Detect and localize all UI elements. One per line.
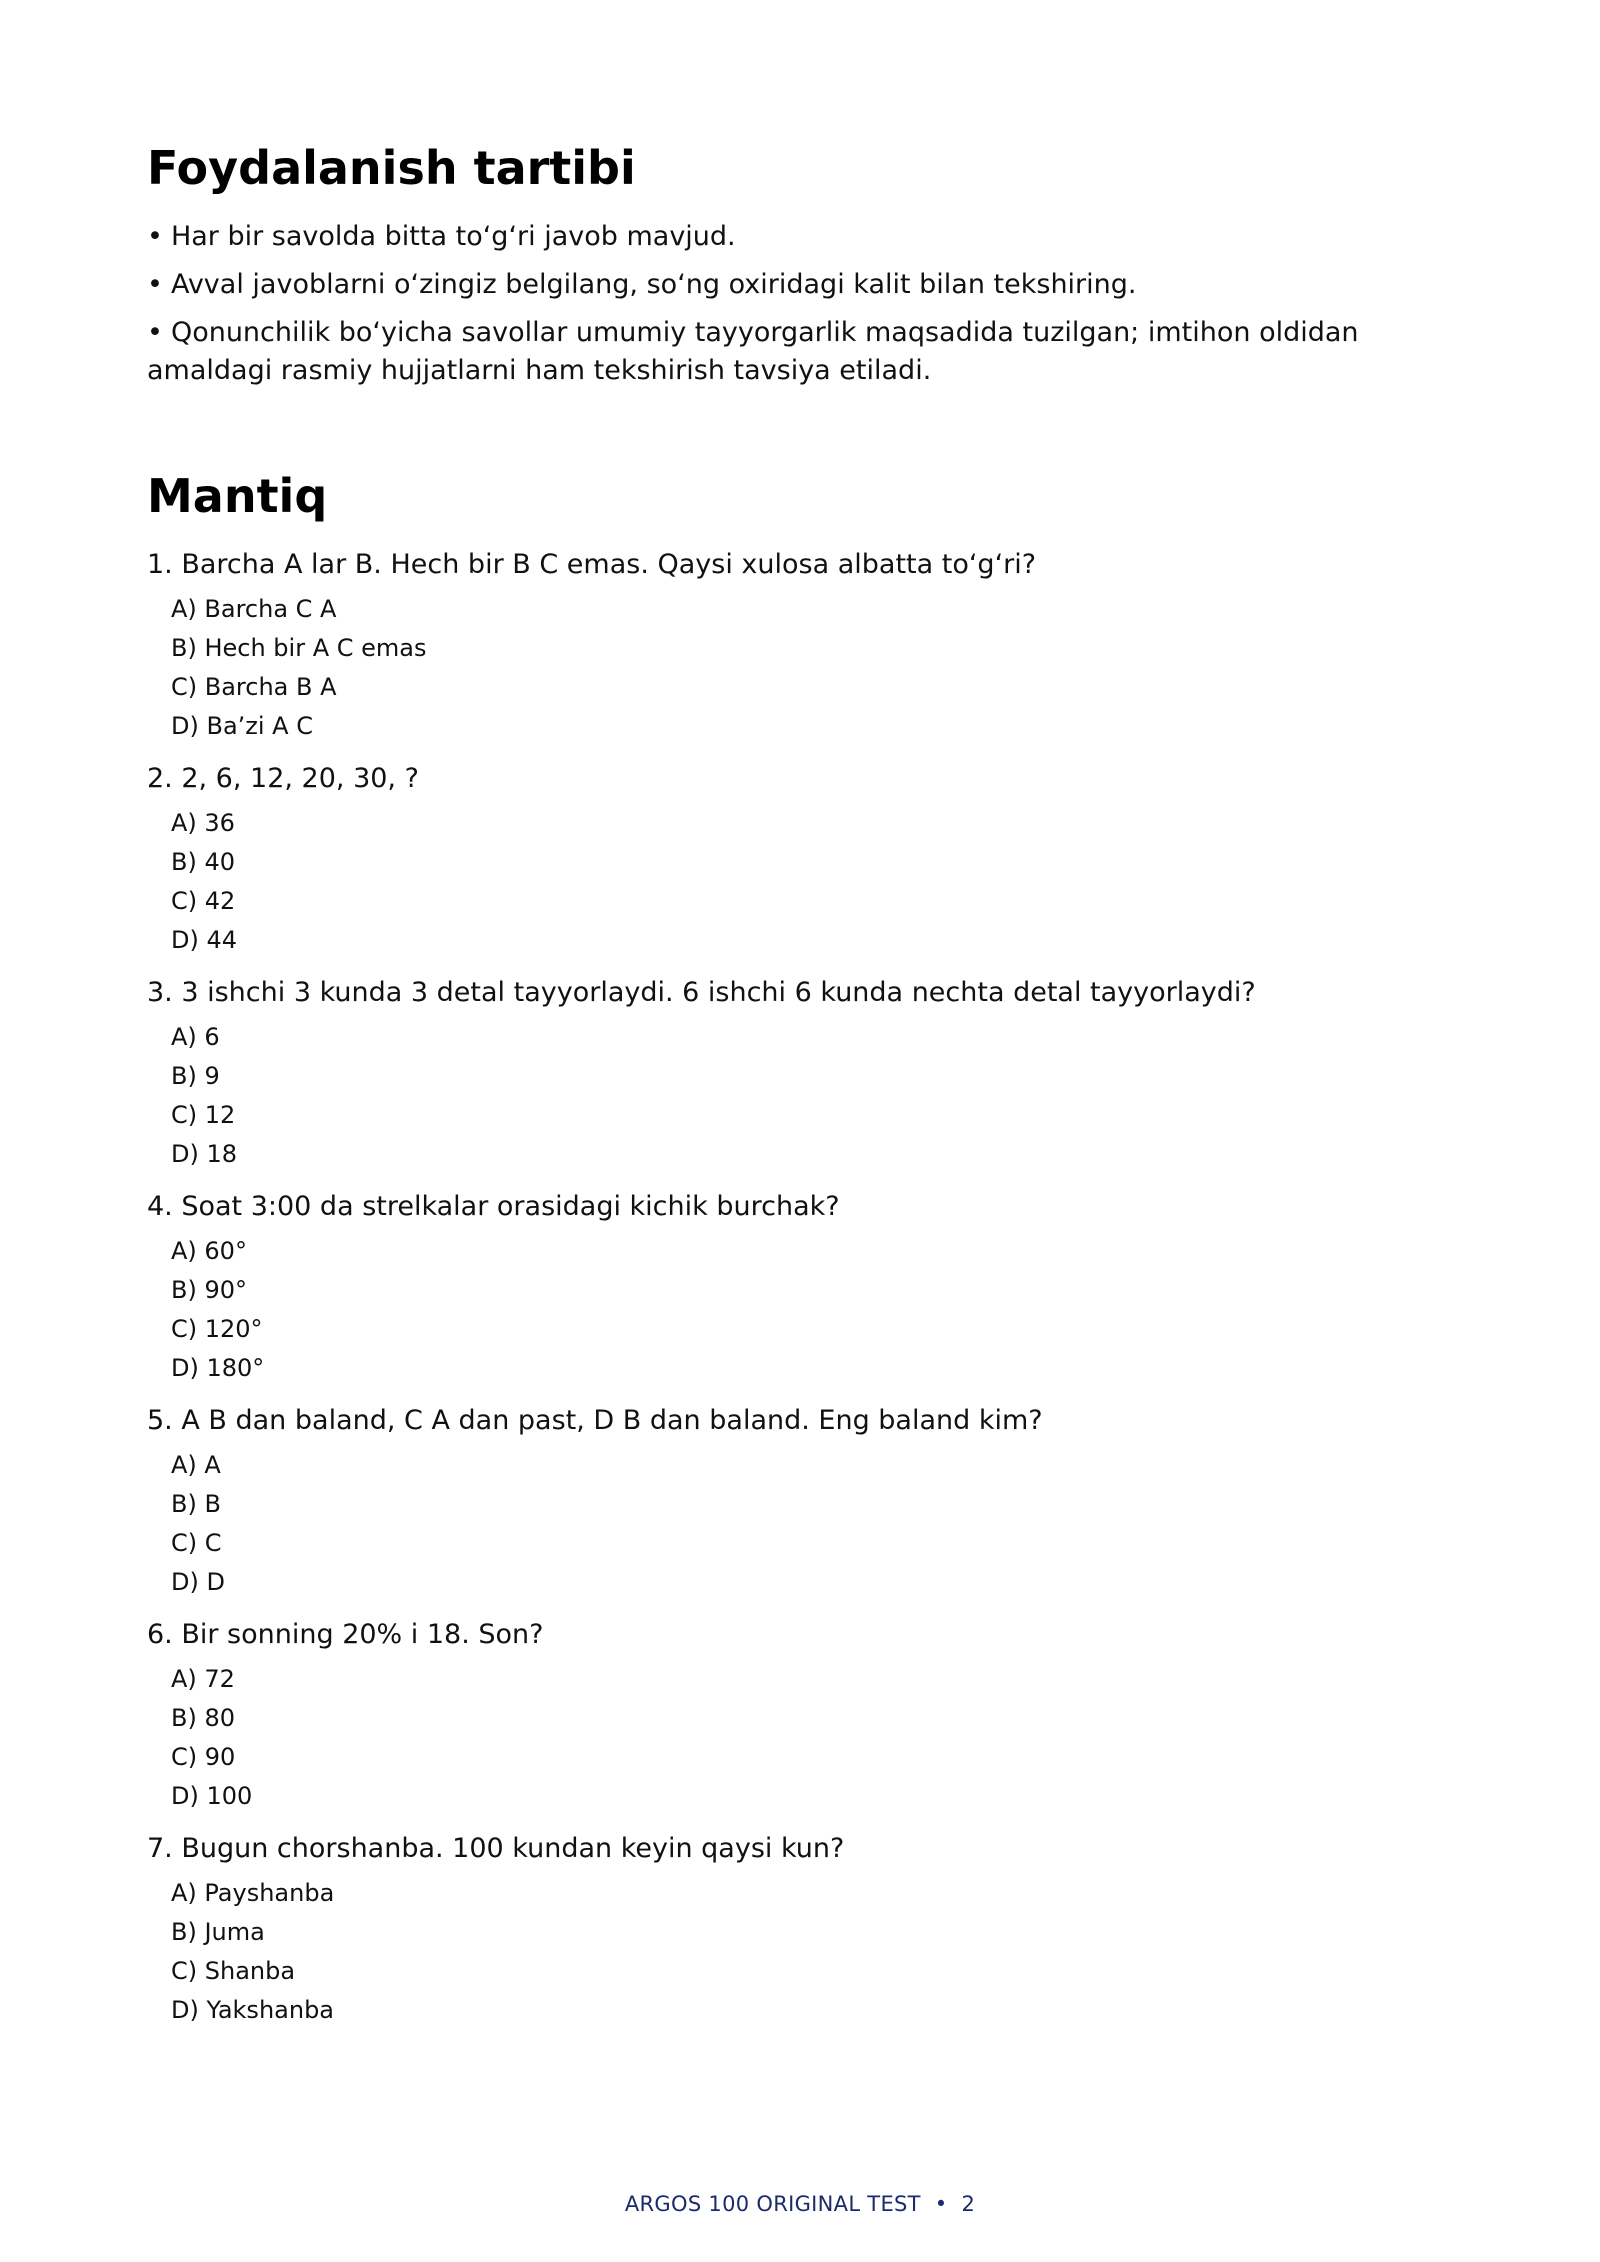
answer-options [171,1660,1447,1816]
question-list [147,546,1447,2030]
answer-options [171,1446,1447,1602]
answer-option: D) 180° [171,1354,265,1382]
answer-option: C) Shanba [171,1957,296,1985]
answer-option: A) 6 [171,1023,220,1051]
question-4 [147,1188,1447,1388]
instruction-text: Har bir savolda bitta to‘g‘ri javob mavjud. [170,221,736,252]
question-text: 1. Barcha A lar B. Hech bir B C emas. Qaysi xulosa albatta to‘g‘ri? [147,549,1037,580]
answer-options [171,1874,1447,2030]
answer-options [171,1018,1447,1174]
answer-option: D) 44 [171,926,238,954]
answer-option: D) Yakshanba [171,1996,335,2024]
question-3 [147,974,1447,1174]
answer-option: A) 72 [171,1665,235,1693]
answer-option: B) B [171,1490,221,1518]
page-content [147,140,1447,2044]
bullet-icon: • [147,269,163,300]
answer-option: C) 120° [171,1315,263,1343]
instructions-list [147,218,1447,390]
instruction-item [147,314,1417,390]
answer-option: A) Payshanba [171,1879,335,1907]
instruction-text: Avval javoblarni o‘zingiz belgilang, so‘ng oxiridagi kalit bilan tekshiring. [170,269,1137,300]
question-1 [147,546,1447,746]
instruction-item [147,218,1417,256]
bullet-icon: • [147,317,163,348]
answer-option: C) Barcha B A [171,673,337,701]
answer-option: D) D [171,1568,225,1596]
question-text: 6. Bir sonning 20% i 18. Son? [147,1619,544,1650]
answer-option: B) Juma [171,1918,265,1946]
section-heading: Mantiq [147,469,328,523]
footer-separator: • [934,2192,948,2216]
instruction-item [147,266,1417,304]
answer-options [171,590,1447,746]
bullet-icon: • [147,221,163,252]
question-text: 2. 2, 6, 12, 20, 30, ? [147,763,419,794]
question-2 [147,760,1447,960]
instruction-text: Qonunchilik bo‘yicha savollar umumiy tayyorgarlik maqsadida tuzilgan; imtihon oldidan amaldagi rasmiy hujjatlarni ham tekshirish tavsiya etiladi. [147,317,1359,386]
answer-options [171,1232,1447,1388]
answer-option: B) 9 [171,1062,220,1090]
answer-option: B) 40 [171,848,235,876]
footer-title: ARGOS 100 ORIGINAL TEST [624,2192,921,2216]
question-text: 5. A B dan baland, C A dan past, D B dan baland. Eng baland kim? [147,1405,1043,1436]
answer-option: C) 42 [171,887,236,915]
answer-option: B) Hech bir A C emas [171,634,427,662]
answer-option: C) 12 [171,1101,236,1129]
question-text: 7. Bugun chorshanba. 100 kundan keyin qaysi kun? [147,1833,845,1864]
answer-options [171,804,1447,960]
question-7 [147,1830,1447,2030]
question-6 [147,1616,1447,1816]
answer-option: D) 100 [171,1782,253,1810]
answer-option: D) Ba’zi A C [171,712,313,740]
answer-option: A) Barcha C A [171,595,337,623]
question-5 [147,1402,1447,1602]
instructions-heading: Foydalanish tartibi [147,141,636,195]
answer-option: C) C [171,1529,222,1557]
answer-option: C) 90 [171,1743,236,1771]
answer-option: A) 60° [171,1237,247,1265]
question-text: 4. Soat 3:00 da strelkalar orasidagi kichik burchak? [147,1191,840,1222]
answer-option: B) 90° [171,1276,247,1304]
answer-option: D) 18 [171,1140,238,1168]
answer-option: B) 80 [171,1704,235,1732]
answer-option: A) A [171,1451,221,1479]
answer-option: A) 36 [171,809,235,837]
page-number: 2 [961,2192,976,2216]
question-text: 3. 3 ishchi 3 kunda 3 detal tayyorlaydi. 6 ishchi 6 kunda nechta detal tayyorlaydi? [147,977,1256,1008]
page-footer [0,2190,1600,2218]
